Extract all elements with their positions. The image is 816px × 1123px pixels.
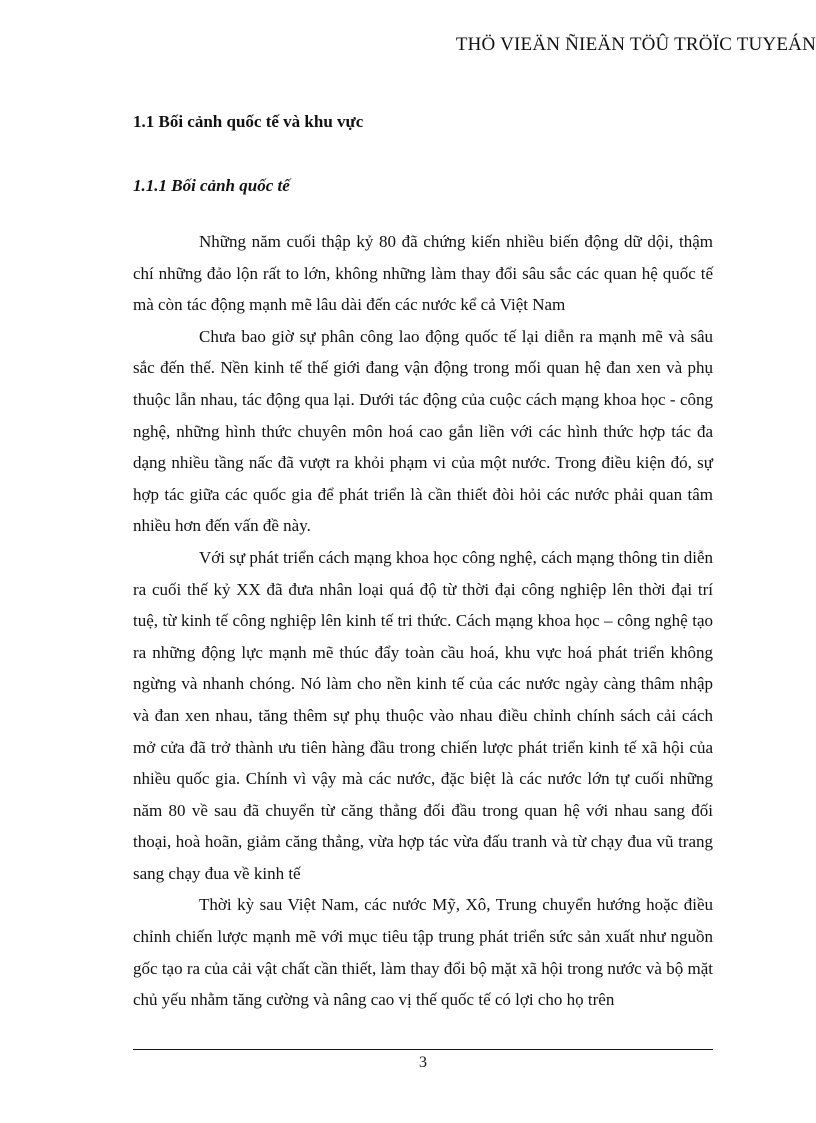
body-text	[133, 226, 713, 1016]
paragraph: Chưa bao giờ sự phân công lao động quốc tế lại diễn ra mạnh mẽ và sâu sắc đến thế. Nền kinh tế thế giới đang vận động trong mối quan hệ đan xen và phụ thuộc lẫn nhau, tác động qua lại. Dưới tác động của cuộc cách mạng khoa học - công nghệ, những hình thức chuyên môn hoá cao gắn liền với các hình thức hợp tác đa dạng nhiều tầng nấc đã vượt ra khỏi phạm vi của một nước. Trong điều kiện đó, sự hợp tác giữa các quốc gia để phát triển là cần thiết đòi hỏi các nước phải quan tâm nhiều hơn đến vấn đề này.	[133, 326, 713, 536]
running-header: THÖ VIEÄN ÑIEÄN TÖÛ TRÖÏC TUYEÁN	[455, 34, 816, 55]
page-number: 3	[419, 1054, 427, 1071]
footer-rule	[133, 1049, 713, 1050]
section-heading: 1.1 Bối cảnh quốc tế và khu vực	[133, 112, 364, 131]
paragraph: Thời kỳ sau Việt Nam, các nước Mỹ, Xô, Trung chuyển hướng hoặc điều chỉnh chiến lược mạnh mẽ với mục tiêu tập trung phát triển sức sản xuất như nguồn gốc tạo ra của cải vật chất cần thiết, làm thay đổi bộ mặt xã hội trong nước và bộ mặt chủ yếu nhằm tăng cường và nâng cao vị thế quốc tế có lợi cho họ trên	[133, 895, 713, 1010]
subsection-heading: 1.1.1 Bối cảnh quốc tế	[133, 176, 290, 195]
paragraph: Với sự phát triển cách mạng khoa học công nghệ, cách mạng thông tin diễn ra cuối thế kỷ XX đã đưa nhân loại quá độ từ thời đại công nghiệp lên thời đại trí tuệ, từ kinh tế công nghiệp lên kinh tế tri thức. Cách mạng khoa học – công nghệ tạo ra những động lực mạnh mẽ thúc đẩy toàn cầu hoá, khu vực hoá phát triển không ngừng và nhanh chóng. Nó làm cho nền kinh tế của các nước ngày càng thâm nhập và đan xen nhau, tăng thêm sự phụ thuộc vào nhau điều chỉnh chính sách cải cách mở cửa đã trở thành ưu tiên hàng đầu trong chiến lược phát triển kinh tế xã hội của nhiều quốc gia. Chính vì vậy mà các nước, đặc biệt là các nước lớn tự cuối những năm 80 về sau đã chuyển từ căng thẳng đối đầu trong quan hệ với nhau sang đối thoại, hoà hoãn, giảm căng thẳng, vừa hợp tác vừa đấu tranh và từ chạy đua vũ trang sang chạy đua về kinh tế	[133, 547, 713, 883]
paragraph: Những năm cuối thập kỷ 80 đã chứng kiến nhiều biến động dữ dội, thậm chí những đảo lộn rất to lớn, không những làm thay đổi sâu sắc các quan hệ quốc tế mà còn tác động mạnh mẽ lâu dài đến các nước kể cả Việt Nam	[133, 232, 713, 315]
